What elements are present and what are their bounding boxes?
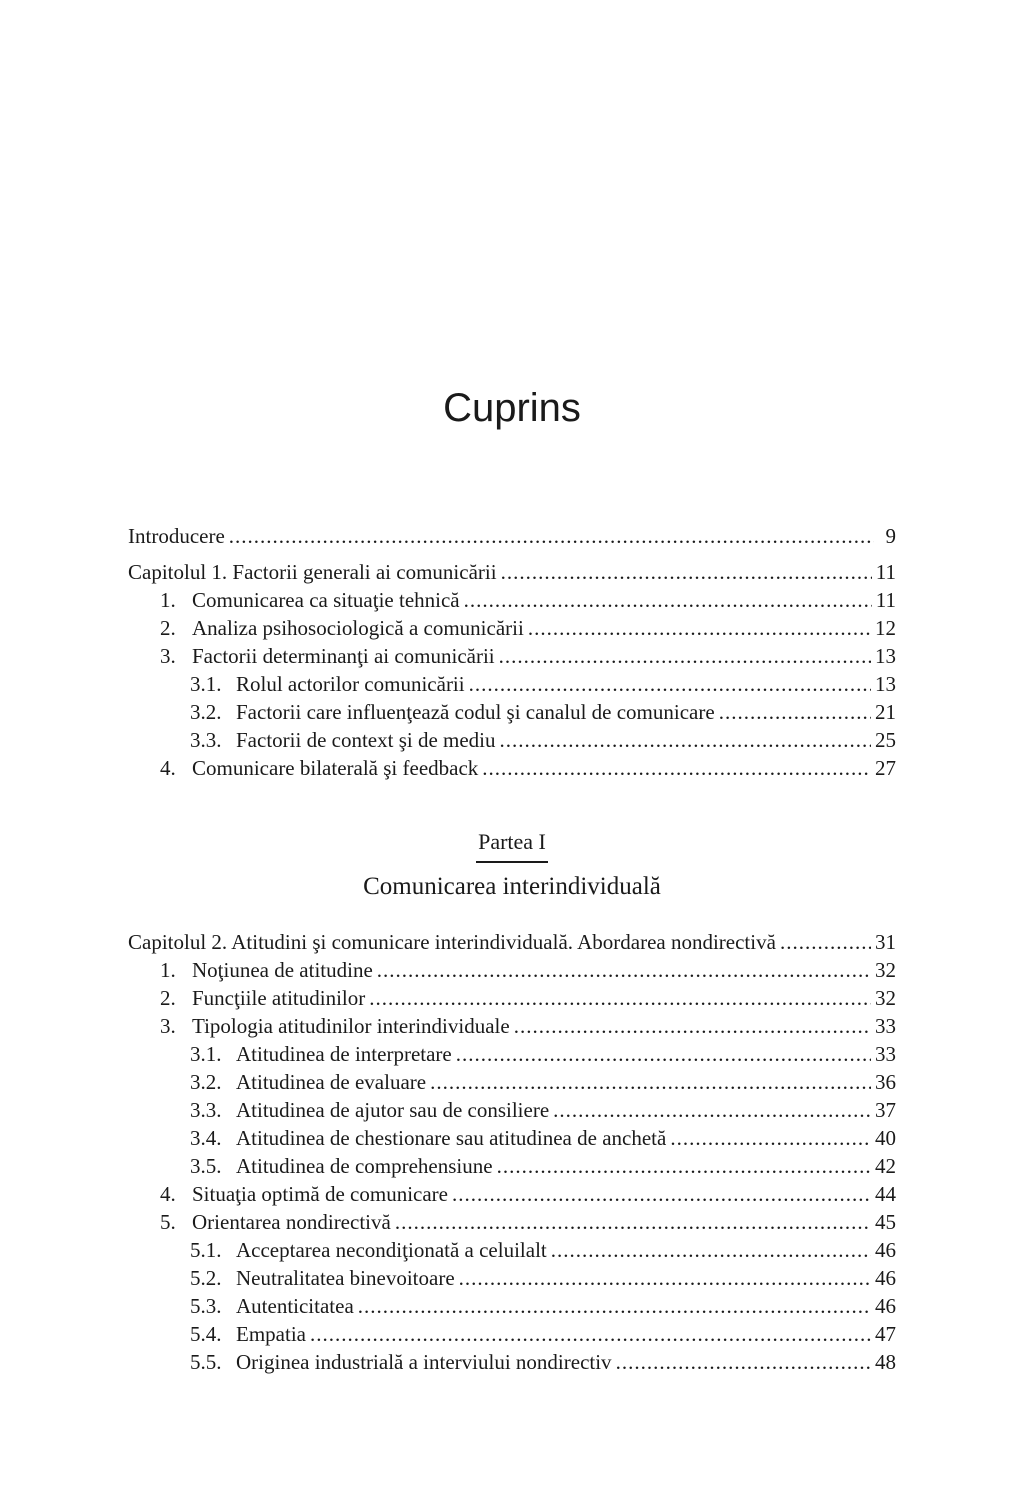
toc-entry-number: 1.	[160, 588, 176, 612]
toc-entry-title: Empatia	[236, 1322, 306, 1346]
toc-entry-title: Comunicare bilaterală şi feedback	[192, 756, 479, 780]
toc-entry-page-number: 13	[875, 672, 896, 696]
dot-leader	[528, 614, 871, 642]
toc-entry-page-number: 32	[875, 986, 896, 1010]
toc-entry	[128, 1208, 896, 1236]
toc-part1-section	[128, 928, 896, 1376]
toc-entry-title: Rolul actorilor comunicării	[236, 672, 465, 696]
toc-entry-number: 5.4.	[190, 1322, 222, 1346]
dot-leader	[369, 984, 871, 1012]
toc-entry-page-number: 27	[875, 756, 896, 780]
toc-entry-title: Atitudinea de chestionare sau atitudinea de anchetă	[236, 1126, 667, 1150]
toc-entry-page-number: 25	[875, 728, 896, 752]
dot-leader	[514, 1012, 871, 1040]
dot-leader	[229, 522, 874, 550]
toc-entry-page-number: 31	[875, 930, 896, 954]
dot-leader	[501, 558, 872, 586]
toc-entry-page-number: 45	[875, 1210, 896, 1234]
dot-leader	[482, 754, 871, 782]
toc-entry-number: 2.	[160, 986, 176, 1010]
dot-leader	[719, 698, 871, 726]
toc-entry-page-number: 11	[875, 588, 896, 612]
dot-leader	[430, 1068, 871, 1096]
toc-entry-title: Autenticitatea	[236, 1294, 354, 1318]
toc-entry-title: Orientarea nondirectivă	[192, 1210, 391, 1234]
toc-entry-page-number: 36	[875, 1070, 896, 1094]
toc-entry-page-number: 47	[875, 1322, 896, 1346]
toc-entry-number: 3.5.	[190, 1154, 222, 1178]
toc-entry-page-number: 33	[875, 1014, 896, 1038]
toc-entry-number: 2.	[160, 616, 176, 640]
toc-entry-number: 5.3.	[190, 1294, 222, 1318]
dot-leader	[670, 1124, 871, 1152]
toc-entry-number: 5.2.	[190, 1266, 222, 1290]
toc-entry-title: Acceptarea necondiţionată a celuilalt	[236, 1238, 547, 1262]
toc-entry	[128, 984, 896, 1012]
toc-entry-number: 3.1.	[190, 672, 222, 696]
toc-entry	[128, 1040, 896, 1068]
toc-entry-number: 4.	[160, 756, 176, 780]
toc-entry-page-number: 44	[875, 1182, 896, 1206]
toc-entry-number: 4.	[160, 1182, 176, 1206]
toc-entry-page-number: 32	[875, 958, 896, 982]
toc-entry	[128, 698, 896, 726]
dot-leader	[499, 642, 871, 670]
toc-entry-title: Originea industrială a interviului nondirectiv	[236, 1350, 612, 1374]
toc-entry-page-number: 40	[875, 1126, 896, 1150]
toc-entry-title: Noţiunea de atitudine	[192, 958, 373, 982]
toc-entry-page-number: 13	[875, 644, 896, 668]
toc-entry	[128, 1124, 896, 1152]
part-label: Partea I	[476, 826, 548, 863]
dot-leader	[551, 1236, 871, 1264]
toc-entry	[128, 1180, 896, 1208]
dot-leader	[553, 1096, 871, 1124]
toc-entry	[128, 670, 896, 698]
part-title: Comunicarea interindividuală	[363, 873, 661, 900]
toc-entry-number: 3.2.	[190, 1070, 222, 1094]
toc-entry	[128, 754, 896, 782]
toc-entry-page-number: 42	[875, 1154, 896, 1178]
toc-entry-title: Analiza psihosociologică a comunicării	[192, 616, 524, 640]
toc-entry-page-number: 37	[875, 1098, 896, 1122]
page-title: Cuprins	[443, 386, 581, 430]
toc-entry-page-number: 12	[875, 616, 896, 640]
dot-leader	[459, 1264, 871, 1292]
toc-entry-title: Atitudinea de interpretare	[236, 1042, 452, 1066]
toc-entry	[128, 1068, 896, 1096]
dot-leader	[469, 670, 871, 698]
toc-entry	[128, 1096, 896, 1124]
toc-entry-number: 3.	[160, 644, 176, 668]
toc-entry	[128, 1292, 896, 1320]
toc-entry	[128, 1236, 896, 1264]
toc-entry-page-number: 46	[875, 1266, 896, 1290]
dot-leader	[497, 1152, 871, 1180]
toc-entry-number: 3.3.	[190, 1098, 222, 1122]
dot-leader	[377, 956, 871, 984]
dot-leader	[395, 1208, 871, 1236]
toc-entry	[128, 726, 896, 754]
toc-entry-number: 3.3.	[190, 728, 222, 752]
toc-entry-title: Neutralitatea binevoitoare	[236, 1266, 455, 1290]
toc-entry-page-number: 46	[875, 1238, 896, 1262]
toc-entry-number: 3.4.	[190, 1126, 222, 1150]
toc-entry-title: Situaţia optimă de comunicare	[192, 1182, 448, 1206]
dot-leader	[456, 1040, 871, 1068]
toc-entry	[128, 614, 896, 642]
dot-leader	[358, 1292, 871, 1320]
toc-entry-page-number: 21	[875, 700, 896, 724]
toc-entry	[128, 1264, 896, 1292]
toc-entry-number: 3.1.	[190, 1042, 222, 1066]
toc-entry	[128, 1152, 896, 1180]
toc-entry-number: 5.5.	[190, 1350, 222, 1374]
toc-entry	[128, 956, 896, 984]
dot-leader	[464, 586, 872, 614]
toc-entry	[128, 1348, 896, 1376]
toc-entry-page-number: 11	[875, 560, 896, 584]
toc-entry-title: Factorii de context şi de mediu	[236, 728, 496, 752]
dot-leader	[616, 1348, 871, 1376]
toc-chapter-entry	[128, 928, 896, 956]
toc-entry-page-number: 48	[875, 1350, 896, 1374]
toc-chapter-entry	[128, 522, 896, 550]
dot-leader	[310, 1320, 871, 1348]
part-heading	[0, 826, 1024, 905]
dot-leader	[780, 928, 871, 956]
toc-entry-number: 1.	[160, 958, 176, 982]
toc-entry-title: Atitudinea de evaluare	[236, 1070, 427, 1094]
toc-entry-number: 5.1.	[190, 1238, 222, 1262]
toc-entry-page-number: 9	[885, 524, 896, 548]
toc-entry-title: Tipologia atitudinilor interindividuale	[192, 1014, 510, 1038]
toc-entry-page-number: 33	[875, 1042, 896, 1066]
toc-entry-page-number: 46	[875, 1294, 896, 1318]
toc-entry-number: 5.	[160, 1210, 176, 1234]
toc-entry-title: Introducere	[128, 524, 225, 548]
toc-entry	[128, 642, 896, 670]
dot-leader	[500, 726, 871, 754]
toc-entry-title: Comunicarea ca situaţie tehnică	[192, 588, 460, 612]
toc-entry-title: Factorii determinanţi ai comunicării	[192, 644, 495, 668]
toc-entry-number: 3.2.	[190, 700, 222, 724]
toc-entry-title: Atitudinea de comprehensiune	[236, 1154, 493, 1178]
toc-entry-number: 3.	[160, 1014, 176, 1038]
toc-entry	[128, 1012, 896, 1040]
toc-entry-title: Capitolul 2. Atitudini şi comunicare interindividuală. Abordarea nondirectivă	[128, 930, 776, 954]
toc-entry-title: Atitudinea de ajutor sau de consiliere	[236, 1098, 550, 1122]
toc-introduction-section	[128, 522, 896, 782]
toc-entry-title: Funcţiile atitudinilor	[192, 986, 366, 1010]
toc-entry	[128, 586, 896, 614]
toc-chapter-entry	[128, 558, 896, 586]
toc-entry-title: Factorii care influenţează codul şi canalul de comunicare	[236, 700, 715, 724]
toc-entry	[128, 1320, 896, 1348]
dot-leader	[452, 1180, 871, 1208]
toc-entry-title: Capitolul 1. Factorii generali ai comunicării	[128, 560, 497, 584]
